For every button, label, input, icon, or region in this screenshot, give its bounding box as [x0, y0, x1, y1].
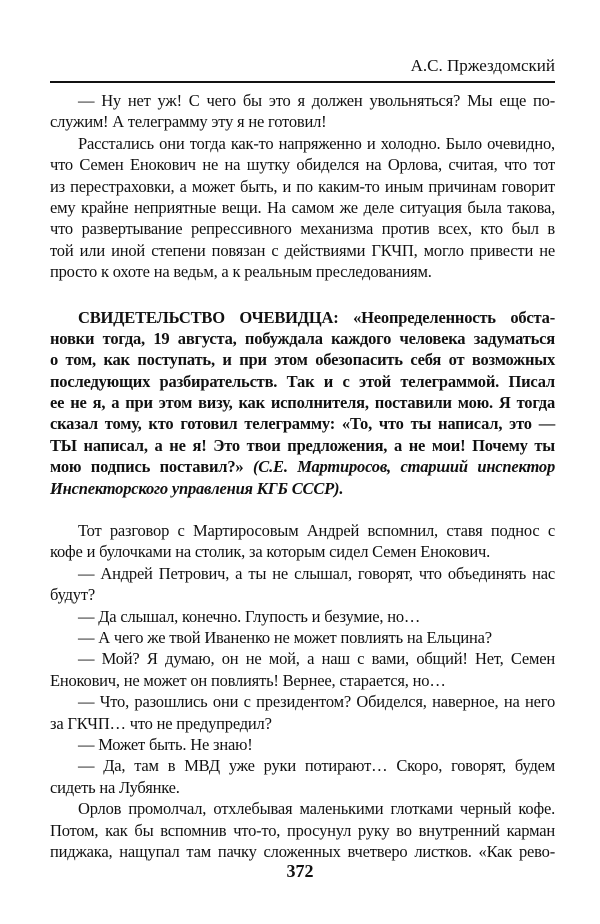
text-line: [50, 670, 555, 691]
line-text: Потом, как бы вспомнив что-то, просунул руку во внутренний карман: [50, 820, 555, 840]
page-number: 372: [286, 861, 314, 881]
testimony-text: ее не я, а при этом визу, как исполнителя, поставили мою. Я тогда: [50, 393, 555, 413]
line-text: что развертывание репрессивного механизма против всех, кто был в: [50, 219, 555, 239]
text-line: [50, 627, 555, 648]
text-line: [50, 478, 555, 499]
text-line: [50, 584, 555, 605]
text-line: [50, 820, 555, 841]
line-text: Тот разговор с Мартиросовым Андрей вспомнил, ставя поднос с: [78, 521, 555, 541]
line-text: — Да, там в МВД уже руки потирают… Скоро, говорят, будем: [78, 756, 555, 776]
text-line: [50, 371, 555, 392]
line-text: служим! А телеграмму эту я не готовил!: [50, 112, 327, 132]
text-line: [50, 133, 555, 154]
paragraph: [50, 606, 555, 627]
line-text: будут?: [50, 585, 95, 605]
text-line: [50, 154, 555, 175]
text-line: [50, 218, 555, 239]
paragraph: [50, 133, 555, 283]
line-text: — Андрей Петрович, а ты не слышал, говорят, что объединять нас: [78, 563, 555, 583]
text-line: [50, 777, 555, 798]
paragraph: [50, 734, 555, 755]
line-text: — Мой? Я думаю, он не мой, а наш с вами, общий! Нет, Семен: [78, 649, 555, 669]
text-line: [50, 691, 555, 712]
line-text: просто к охоте на ведьм, а к реальным преследованиям.: [50, 262, 432, 282]
paragraph: [50, 520, 555, 563]
line-text: сидеть на Лубянке.: [50, 777, 180, 797]
line-text: — Да слышал, конечно. Глупость и безумие, но…: [78, 606, 421, 626]
text-line: [50, 734, 555, 755]
paragraph: [50, 798, 555, 862]
paragraph: [50, 90, 555, 133]
citation-text: Инспекторского управления КГБ СССР).: [50, 478, 344, 498]
line-text: той или иной степени повязан с действиями ГКЧП, могло привести не: [50, 240, 555, 260]
line-text: из перестраховки, а может быть, и по каким-то иным причинам говорит: [50, 176, 555, 196]
line-text: — А чего же твой Иваненко не может повлиять на Ельцина?: [78, 627, 492, 647]
paragraph: [50, 648, 555, 691]
text-line: [50, 841, 555, 862]
line-text: что Семен Енокович не на шутку обиделся на Орлова, считая, что тот: [50, 155, 555, 175]
line-text: пиджака, нащупал там пачку сложенных вчетверо листков. «Как рево-: [50, 841, 555, 861]
text-line: [50, 307, 555, 328]
line-text: Енокович, не может он повлиять! Вернее, старается, но…: [50, 670, 446, 690]
citation-text: (С.Е. Мартиросов, старший инспектор: [252, 457, 555, 477]
text-line: [50, 435, 555, 456]
testimony-text: ТЫ написал, а не я! Это твои предложения, а не мои! Почему ты: [50, 435, 555, 455]
text-line: [50, 349, 555, 370]
testimony-text: СВИДЕТЕЛЬСТВО ОЧЕВИДЦА: «Неопределенность обста-: [78, 307, 555, 327]
text-line: [50, 261, 555, 282]
text-line: [50, 392, 555, 413]
testimony-text: новки тогда, 19 августа, побуждала каждого человека задуматься: [50, 328, 555, 348]
text-line: [50, 176, 555, 197]
testimony-text: последующих разбирательств. Так и с этой телеграммой. Писал: [50, 371, 555, 391]
testimony-text: мою подпись поставил?»: [50, 457, 253, 477]
text-line: [50, 456, 555, 477]
text-line: [50, 90, 555, 111]
line-text: — Ну нет уж! С чего бы это я должен увольняться? Мы еще по-: [78, 91, 555, 110]
paragraph: [50, 755, 555, 798]
text-line: [50, 413, 555, 434]
text-line: [50, 798, 555, 819]
paragraph: [50, 691, 555, 734]
line-text: за ГКЧП… что не предупредил?: [50, 713, 272, 733]
line-text: Орлов промолчал, отхлебывая маленькими глотками черный кофе.: [78, 799, 555, 819]
text-line: [50, 197, 555, 218]
line-text: ему крайне неприятные вещи. На самом же деле ситуация была такова,: [50, 197, 555, 217]
line-text: кофе и булочками на столик, за которым сидел Семен Енокович.: [50, 542, 491, 562]
running-header: А.С. Пржездомский: [410, 56, 555, 75]
text-line: [50, 111, 555, 132]
page-body: [50, 90, 555, 862]
text-line: [50, 648, 555, 669]
line-text: — Что, разошлись они с президентом? Обиделся, наверное, на него: [78, 692, 555, 712]
text-line: [50, 606, 555, 627]
line-text: Расстались они тогда как-то напряженно и холодно. Было очевидно,: [78, 133, 555, 153]
text-line: [50, 541, 555, 562]
paragraph: [50, 563, 555, 606]
text-line: [50, 328, 555, 349]
text-line: [50, 240, 555, 261]
text-line: [50, 755, 555, 776]
testimony-text: о том, как поступать, и при этом обезопасить себя от возможных: [50, 350, 555, 370]
testimony-text: сказал тому, кто готовил телеграмму: «То, что ты написал, это —: [50, 414, 555, 434]
text-line: [50, 520, 555, 541]
text-line: [50, 713, 555, 734]
text-line: [50, 563, 555, 584]
paragraph: [50, 627, 555, 648]
line-text: — Может быть. Не знаю!: [78, 734, 253, 754]
paragraph: [50, 307, 555, 500]
header-rule: [50, 81, 555, 83]
